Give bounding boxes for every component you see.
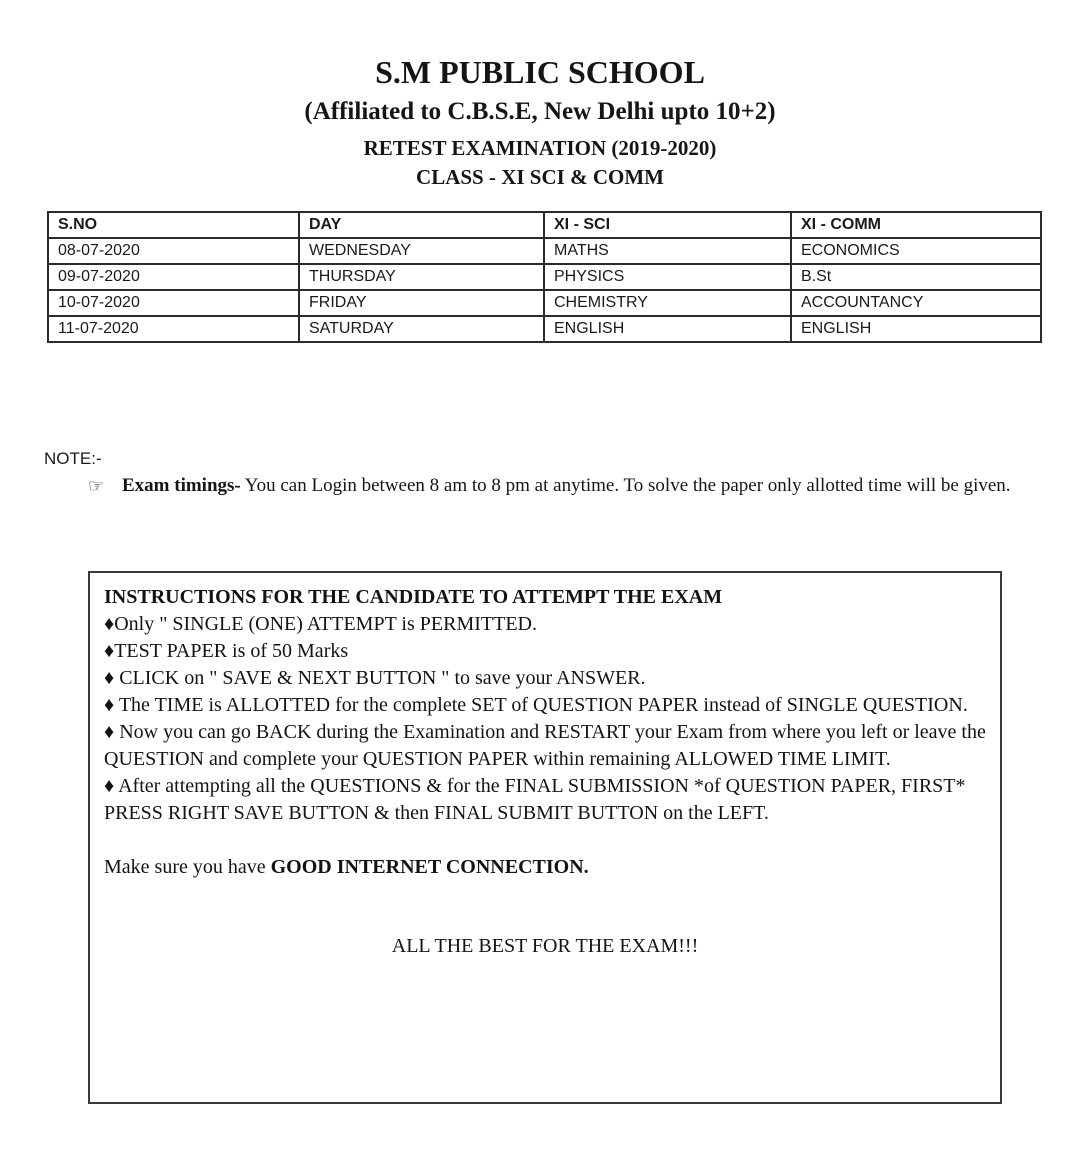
affiliation-line: (Affiliated to C.B.S.E, New Delhi upto 10+2)	[304, 98, 776, 125]
instruction-bullet: ♦ After attempting all the QUESTIONS & for the FINAL SUBMISSION *of QUESTION PAPER, FIRST* PRESS RIGHT SAVE BUTTON & then FINAL SUBMIT BUTTON on the LEFT.	[104, 775, 966, 824]
cell-day: FRIDAY	[299, 290, 544, 316]
internet-connection-line	[104, 854, 986, 881]
cell-comm-subject: B.St	[791, 264, 1041, 290]
column-header-sno: S.NO	[48, 212, 299, 238]
note-text-rest: You can Login between 8 am to 8 pm at anytime. To solve the paper only allotted time will be given.	[240, 475, 1011, 496]
pointing-hand-icon: ☞	[88, 476, 105, 496]
cell-sci-subject: ENGLISH	[544, 316, 791, 342]
school-name: S.M PUBLIC SCHOOL	[375, 54, 705, 90]
class-line: CLASS - XI SCI & COMM	[416, 165, 664, 189]
column-header-sci: XI - SCI	[544, 212, 791, 238]
exam-title: RETEST EXAMINATION (2019-2020)	[363, 136, 717, 160]
note-text-bold: Exam timings-	[122, 475, 241, 496]
instructions-title: INSTRUCTIONS FOR THE CANDIDATE TO ATTEMPT THE EXAM	[104, 586, 723, 608]
table-row	[48, 290, 1041, 316]
instruction-bullet: ♦TEST PAPER is of 50 Marks	[104, 640, 349, 662]
table-row	[48, 238, 1041, 264]
cell-comm-subject: ACCOUNTANCY	[791, 290, 1041, 316]
instruction-bullet: ♦Only " SINGLE (ONE) ATTEMPT is PERMITTED.	[104, 613, 537, 635]
note-item	[88, 473, 1030, 499]
column-header-comm: XI - COMM	[791, 212, 1041, 238]
closing-wish-line: ALL THE BEST FOR THE EXAM!!!	[391, 935, 699, 957]
instruction-bullet: ♦ CLICK on " SAVE & NEXT BUTTON " to save your ANSWER.	[104, 667, 646, 689]
cell-day: SATURDAY	[299, 316, 544, 342]
document-header	[0, 54, 1080, 190]
cell-day: THURSDAY	[299, 264, 544, 290]
note-label: NOTE:-	[44, 449, 102, 468]
cell-date: 08-07-2020	[48, 238, 299, 264]
exam-schedule-table	[47, 211, 1042, 343]
table-body	[48, 238, 1041, 342]
cell-sci-subject: MATHS	[544, 238, 791, 264]
cell-sci-subject: PHYSICS	[544, 264, 791, 290]
cell-date: 11-07-2020	[48, 316, 299, 342]
table-row	[48, 264, 1041, 290]
note-text	[122, 473, 1030, 499]
cell-date: 09-07-2020	[48, 264, 299, 290]
cell-day: WEDNESDAY	[299, 238, 544, 264]
internet-line-bold: GOOD INTERNET CONNECTION.	[270, 856, 589, 878]
table-row	[48, 316, 1041, 342]
instruction-bullet: ♦ The TIME is ALLOTTED for the complete SET of QUESTION PAPER instead of SINGLE QUESTION.	[104, 694, 968, 716]
instruction-bullet: ♦ Now you can go BACK during the Examination and RESTART your Exam from where you left or leave the QUESTION and complete your QUESTION PAPER within remaining ALLOWED TIME LIMIT.	[104, 721, 986, 770]
table-header-row	[48, 212, 1041, 238]
cell-sci-subject: CHEMISTRY	[544, 290, 791, 316]
cell-comm-subject: ENGLISH	[791, 316, 1041, 342]
cell-comm-subject: ECONOMICS	[791, 238, 1041, 264]
internet-line-prefix: Make sure you have	[104, 856, 271, 878]
instructions-box	[88, 571, 1002, 1104]
instructions-bullet-list	[104, 611, 986, 827]
cell-date: 10-07-2020	[48, 290, 299, 316]
column-header-day: DAY	[299, 212, 544, 238]
